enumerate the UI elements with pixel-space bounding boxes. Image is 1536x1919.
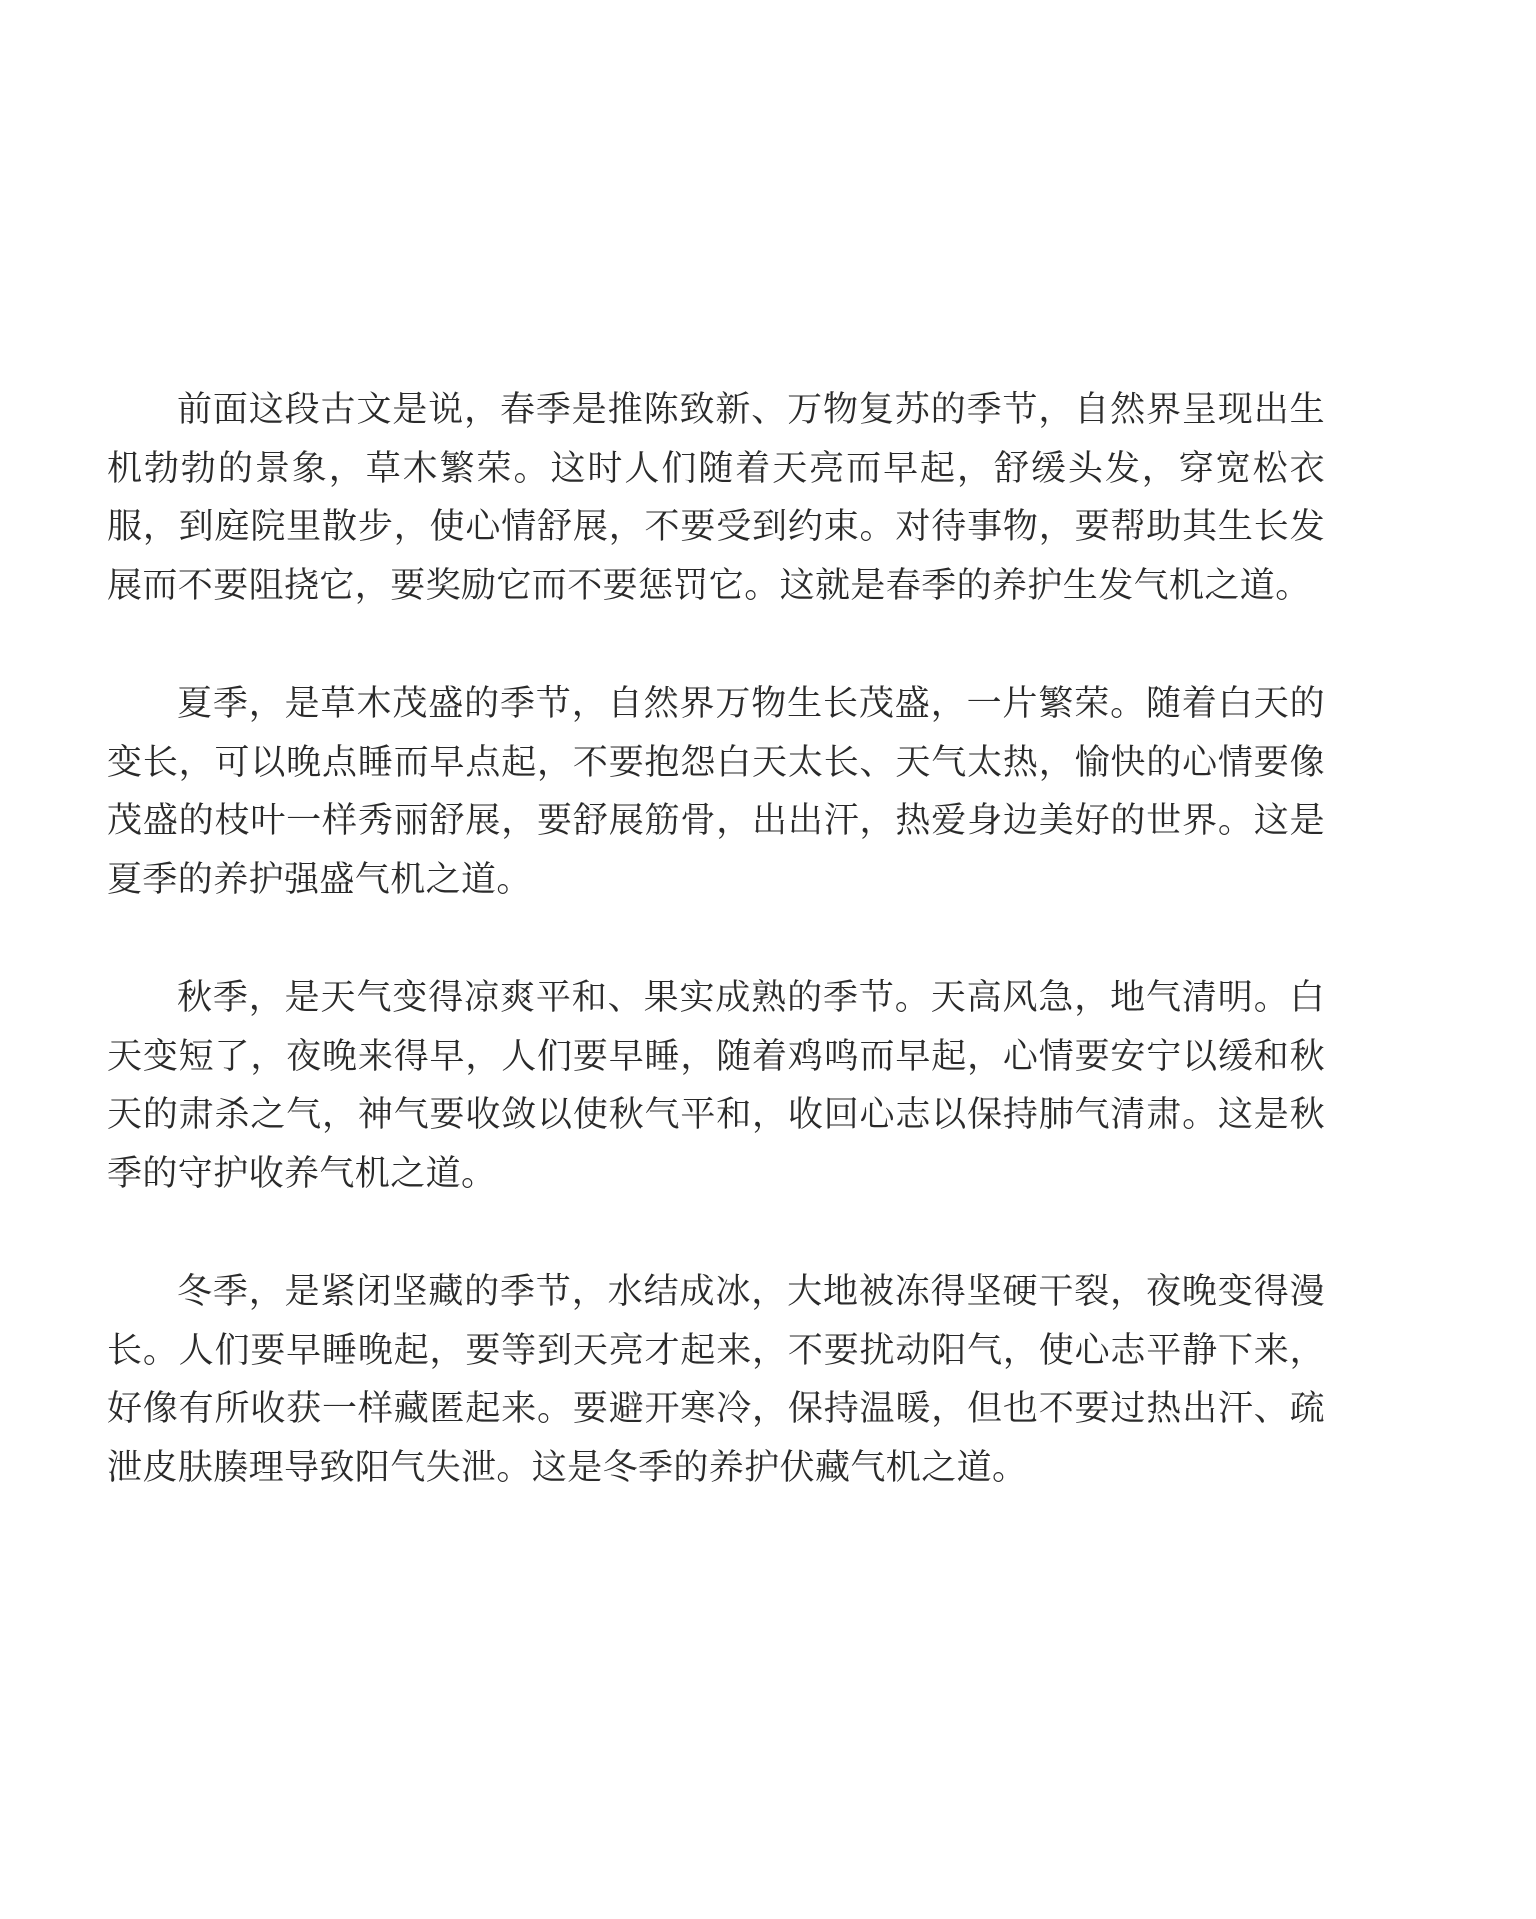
document-body xyxy=(107,381,1325,1497)
paragraph-spring: 前面这段古文是说，春季是推陈致新、万物复苏的季节，自然界呈现出生机勃勃的景象，草木繁荣。这时人们随着天亮而早起，舒缓头发，穿宽松衣服，到庭院里散步，使心情舒展，不要受到约束。对待事物，要帮助其生长发展而不要阻挠它，要奖励它而不要惩罚它。这就是春季的养护生发气机之道。 xyxy=(107,390,1325,606)
paragraph-summer: 夏季，是草木茂盛的季节，自然界万物生长茂盛，一片繁荣。随着白天的变长，可以晚点睡而早点起，不要抱怨白天太长、天气太热，愉快的心情要像茂盛的枝叶一样秀丽舒展，要舒展筋骨，出出汗，热爱身边美好的世界。这是夏季的养护强盛气机之道。 xyxy=(107,684,1325,900)
paragraph-winter: 冬季，是紧闭坚藏的季节，水结成冰，大地被冻得坚硬干裂，夜晚变得漫长。人们要早睡晚起，要等到天亮才起来，不要扰动阳气，使心志平静下来，好像有所收获一样藏匿起来。要避开寒冷，保持温暖，但也不要过热出汗、疏泄皮肤腠理导致阳气失泄。这是冬季的养护伏藏气机之道。 xyxy=(107,1272,1325,1488)
paragraph-autumn: 秋季，是天气变得凉爽平和、果实成熟的季节。天高风急，地气清明。白天变短了，夜晚来得早，人们要早睡，随着鸡鸣而早起，心情要安宁以缓和秋天的肃杀之气，神气要收敛以使秋气平和，收回心志以保持肺气清肃。这是秋季的守护收养气机之道。 xyxy=(107,978,1325,1194)
